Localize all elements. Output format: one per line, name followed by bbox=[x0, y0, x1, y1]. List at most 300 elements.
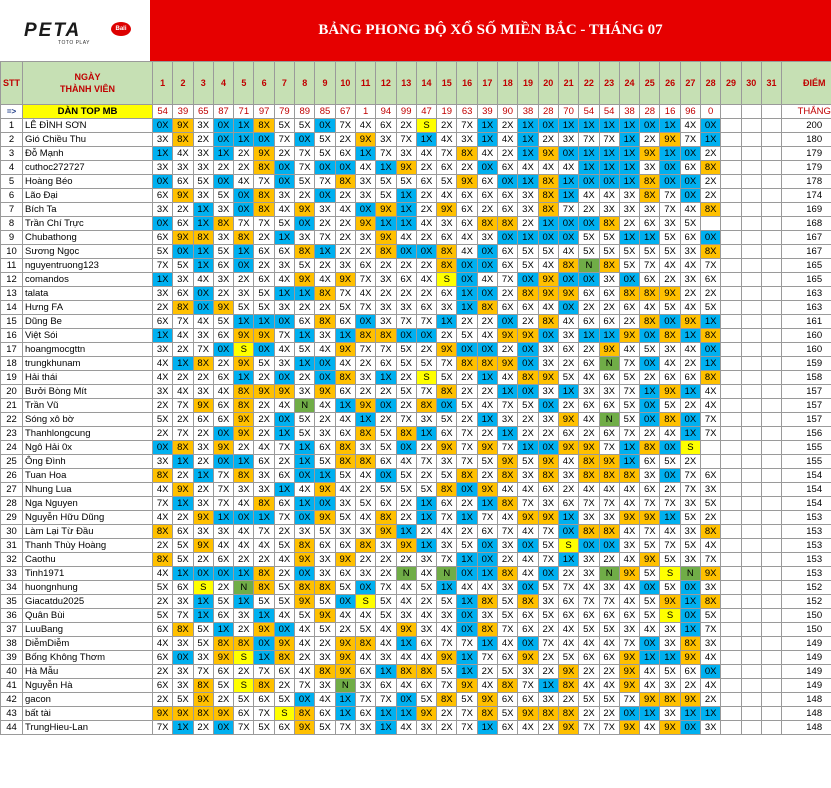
result-cell: 2X bbox=[274, 525, 294, 539]
result-cell: 9X bbox=[315, 385, 335, 399]
result-cell: 1X bbox=[234, 455, 254, 469]
result-cell: 4X bbox=[701, 385, 721, 399]
result-cell: 2X bbox=[701, 175, 721, 189]
result-cell: 1X bbox=[477, 637, 497, 651]
result-cell: 8X bbox=[518, 287, 538, 301]
result-cell: 3X bbox=[416, 623, 436, 637]
result-cell: 1X bbox=[173, 357, 193, 371]
result-cell: 8X bbox=[477, 595, 497, 609]
result-cell: 0X bbox=[701, 119, 721, 133]
result-cell: 4X bbox=[416, 273, 436, 287]
result-cell: 5X bbox=[376, 175, 396, 189]
result-cell: 3X bbox=[193, 147, 213, 161]
table-row bbox=[1, 385, 831, 399]
result-cell: 8X bbox=[680, 637, 700, 651]
result-cell: 7X bbox=[295, 679, 315, 693]
result-cell: 2X bbox=[558, 483, 578, 497]
result-cell: 7X bbox=[599, 721, 619, 735]
result-cell: 0X bbox=[701, 231, 721, 245]
member-name: comandos bbox=[23, 273, 153, 287]
result-cell: 3X bbox=[315, 651, 335, 665]
result-cell: 0X bbox=[558, 273, 578, 287]
result-cell: 2X bbox=[254, 371, 274, 385]
result-cell: 2X bbox=[396, 287, 416, 301]
result-cell: 3X bbox=[355, 721, 375, 735]
result-cell: 7X bbox=[416, 315, 436, 329]
row-stt: 11 bbox=[1, 259, 23, 273]
result-cell: 4X bbox=[660, 525, 680, 539]
table-row bbox=[1, 413, 831, 427]
result-cell: 8X bbox=[355, 427, 375, 441]
day-header: 9 bbox=[315, 62, 335, 105]
result-cell: 6X bbox=[437, 161, 457, 175]
result-cell bbox=[741, 455, 761, 469]
result-cell: 1X bbox=[518, 231, 538, 245]
result-cell: 5X bbox=[680, 511, 700, 525]
row-score: 156 bbox=[782, 427, 831, 441]
result-cell: 9X bbox=[315, 609, 335, 623]
result-cell: 4X bbox=[579, 581, 599, 595]
result-cell: 4X bbox=[498, 133, 518, 147]
result-cell: 0X bbox=[315, 371, 335, 385]
result-cell: 2X bbox=[173, 469, 193, 483]
result-cell: 0X bbox=[599, 539, 619, 553]
result-cell: 4X bbox=[416, 567, 436, 581]
result-cell: 4X bbox=[274, 609, 294, 623]
result-cell: 6X bbox=[335, 385, 355, 399]
result-cell: 4X bbox=[680, 203, 700, 217]
result-cell: 5X bbox=[396, 385, 416, 399]
result-cell: 6X bbox=[153, 231, 173, 245]
result-cell: 8X bbox=[599, 259, 619, 273]
result-cell: 2X bbox=[416, 287, 436, 301]
result-cell: 0X bbox=[477, 539, 497, 553]
result-cell: 3X bbox=[701, 637, 721, 651]
result-cell bbox=[761, 245, 781, 259]
result-cell: 0X bbox=[457, 343, 477, 357]
result-cell: 1X bbox=[193, 203, 213, 217]
result-cell: 3X bbox=[153, 343, 173, 357]
result-cell: 9X bbox=[274, 385, 294, 399]
result-cell: 1X bbox=[640, 651, 660, 665]
result-cell: 6X bbox=[457, 217, 477, 231]
result-cell: 1X bbox=[619, 441, 639, 455]
result-cell: 6X bbox=[274, 497, 294, 511]
result-cell: 4X bbox=[518, 525, 538, 539]
table-row bbox=[1, 595, 831, 609]
result-cell: 4X bbox=[558, 245, 578, 259]
result-cell: 1X bbox=[477, 133, 497, 147]
result-cell: 3X bbox=[274, 301, 294, 315]
result-cell: 2X bbox=[498, 119, 518, 133]
result-cell: 1X bbox=[680, 329, 700, 343]
result-cell: 6X bbox=[355, 707, 375, 721]
result-cell: 7X bbox=[173, 399, 193, 413]
result-cell: 0X bbox=[518, 357, 538, 371]
result-cell bbox=[741, 385, 761, 399]
result-cell: 8X bbox=[477, 357, 497, 371]
result-cell: 9X bbox=[599, 455, 619, 469]
result-cell bbox=[761, 231, 781, 245]
result-cell: 3X bbox=[538, 497, 558, 511]
result-cell: 3X bbox=[538, 595, 558, 609]
dan-value: 87 bbox=[213, 105, 233, 119]
result-cell: 8X bbox=[477, 301, 497, 315]
result-cell: 3X bbox=[355, 189, 375, 203]
result-cell: 9X bbox=[376, 525, 396, 539]
result-cell: 0X bbox=[599, 175, 619, 189]
result-cell: 3X bbox=[599, 511, 619, 525]
result-cell: 9X bbox=[193, 511, 213, 525]
result-cell: S bbox=[355, 595, 375, 609]
result-cell: 5X bbox=[396, 483, 416, 497]
member-name: cuthoc272727 bbox=[23, 161, 153, 175]
result-cell: 2X bbox=[538, 651, 558, 665]
result-cell: 1X bbox=[355, 413, 375, 427]
result-cell: 6X bbox=[599, 651, 619, 665]
result-cell: 2X bbox=[416, 189, 436, 203]
result-cell: N bbox=[579, 259, 599, 273]
result-cell: 0X bbox=[477, 553, 497, 567]
row-score: 149 bbox=[782, 665, 831, 679]
result-cell: 3X bbox=[680, 525, 700, 539]
table-row bbox=[1, 651, 831, 665]
result-cell: 5X bbox=[396, 357, 416, 371]
result-cell: 4X bbox=[274, 203, 294, 217]
row-score: 179 bbox=[782, 147, 831, 161]
result-cell: S bbox=[680, 441, 700, 455]
result-cell: 5X bbox=[274, 539, 294, 553]
day-header: 1 bbox=[153, 62, 173, 105]
result-cell: 8X bbox=[538, 707, 558, 721]
result-cell: 9X bbox=[680, 693, 700, 707]
result-cell: 3X bbox=[355, 175, 375, 189]
result-cell: 1X bbox=[295, 497, 315, 511]
dan-value: 28 bbox=[640, 105, 660, 119]
table-row bbox=[1, 637, 831, 651]
result-cell: 8X bbox=[538, 469, 558, 483]
result-cell bbox=[761, 511, 781, 525]
result-cell: 9X bbox=[579, 441, 599, 455]
row-stt: 33 bbox=[1, 567, 23, 581]
result-cell: N bbox=[437, 567, 457, 581]
result-cell: 6X bbox=[558, 595, 578, 609]
result-cell: 6X bbox=[193, 413, 213, 427]
result-cell: 9X bbox=[254, 623, 274, 637]
result-cell: 9X bbox=[254, 147, 274, 161]
result-cell: 6X bbox=[498, 301, 518, 315]
day-header: 12 bbox=[376, 62, 396, 105]
result-cell: 8X bbox=[173, 133, 193, 147]
result-cell: 3X bbox=[315, 679, 335, 693]
member-name: Hà Mẫu bbox=[23, 665, 153, 679]
result-cell: 9X bbox=[213, 651, 233, 665]
result-cell: 7X bbox=[254, 217, 274, 231]
result-cell: 6X bbox=[416, 637, 436, 651]
result-cell: 6X bbox=[579, 315, 599, 329]
result-cell: 0X bbox=[295, 693, 315, 707]
result-cell: 0X bbox=[457, 259, 477, 273]
result-cell: 9X bbox=[335, 273, 355, 287]
result-cell: 0X bbox=[193, 287, 213, 301]
result-cell bbox=[741, 301, 761, 315]
result-cell: 0X bbox=[680, 413, 700, 427]
result-cell: 1X bbox=[619, 175, 639, 189]
result-cell: 0X bbox=[640, 637, 660, 651]
result-cell: 4X bbox=[355, 469, 375, 483]
result-cell bbox=[721, 553, 741, 567]
day-header: 25 bbox=[640, 62, 660, 105]
result-cell: 3X bbox=[437, 301, 457, 315]
result-cell: 8X bbox=[396, 665, 416, 679]
result-cell: 0X bbox=[558, 217, 578, 231]
result-cell: 5X bbox=[295, 427, 315, 441]
dan-value: 19 bbox=[437, 105, 457, 119]
result-cell: 0X bbox=[295, 469, 315, 483]
result-cell: 4X bbox=[660, 357, 680, 371]
row-score: 169 bbox=[782, 203, 831, 217]
result-cell: 3X bbox=[295, 385, 315, 399]
result-cell: 2X bbox=[558, 693, 578, 707]
result-cell: 6X bbox=[213, 553, 233, 567]
result-cell: 9X bbox=[518, 511, 538, 525]
result-cell: 8X bbox=[335, 441, 355, 455]
result-cell: 2X bbox=[193, 553, 213, 567]
result-cell: 7X bbox=[234, 721, 254, 735]
result-cell: 1X bbox=[193, 245, 213, 259]
result-cell bbox=[741, 553, 761, 567]
result-cell: 7X bbox=[599, 133, 619, 147]
result-cell: 3X bbox=[518, 203, 538, 217]
result-cell: 1X bbox=[457, 287, 477, 301]
result-cell: 0X bbox=[315, 161, 335, 175]
result-cell: 3X bbox=[518, 469, 538, 483]
result-cell: 4X bbox=[680, 343, 700, 357]
result-cell: 6X bbox=[213, 609, 233, 623]
result-cell: 3X bbox=[558, 133, 578, 147]
result-cell: 4X bbox=[274, 553, 294, 567]
result-cell: 0X bbox=[640, 357, 660, 371]
result-cell: 7X bbox=[619, 637, 639, 651]
result-cell: 5X bbox=[538, 245, 558, 259]
logo-subtext: TOTO PLAY bbox=[58, 40, 91, 46]
result-cell: 9X bbox=[518, 707, 538, 721]
result-cell: 0X bbox=[416, 245, 436, 259]
row-score: 153 bbox=[782, 567, 831, 581]
result-cell: 7X bbox=[498, 525, 518, 539]
brand-logo bbox=[0, 0, 150, 61]
result-cell bbox=[761, 399, 781, 413]
result-cell: 4X bbox=[193, 315, 213, 329]
result-cell: 9X bbox=[660, 595, 680, 609]
table-row bbox=[1, 567, 831, 581]
day-header: 4 bbox=[213, 62, 233, 105]
result-cell: 8X bbox=[437, 385, 457, 399]
result-cell: 4X bbox=[498, 371, 518, 385]
result-cell: 2X bbox=[295, 651, 315, 665]
result-cell: 1X bbox=[680, 707, 700, 721]
result-cell: 4X bbox=[599, 637, 619, 651]
result-cell: 1X bbox=[335, 399, 355, 413]
result-cell bbox=[761, 301, 781, 315]
table-row bbox=[1, 679, 831, 693]
result-cell: 2X bbox=[518, 427, 538, 441]
result-cell: 1X bbox=[416, 511, 436, 525]
result-cell: 8X bbox=[153, 469, 173, 483]
result-cell: 7X bbox=[213, 483, 233, 497]
result-cell: 0X bbox=[579, 217, 599, 231]
result-cell: 5X bbox=[518, 455, 538, 469]
result-cell: 4X bbox=[619, 343, 639, 357]
result-cell: 5X bbox=[558, 371, 578, 385]
result-cell: 7X bbox=[619, 385, 639, 399]
result-cell bbox=[761, 217, 781, 231]
score-header: ĐIỂM bbox=[782, 62, 831, 105]
result-cell: 5X bbox=[498, 707, 518, 721]
result-cell: 5X bbox=[437, 665, 457, 679]
result-cell: 8X bbox=[254, 161, 274, 175]
dan-value: 65 bbox=[193, 105, 213, 119]
result-cell: 8X bbox=[376, 245, 396, 259]
row-score: 157 bbox=[782, 413, 831, 427]
result-cell: 9X bbox=[660, 287, 680, 301]
result-cell: 0X bbox=[680, 175, 700, 189]
result-cell: 1X bbox=[498, 385, 518, 399]
row-stt: 6 bbox=[1, 189, 23, 203]
result-cell bbox=[741, 567, 761, 581]
row-stt: 20 bbox=[1, 385, 23, 399]
result-cell bbox=[741, 357, 761, 371]
result-cell: 4X bbox=[579, 483, 599, 497]
result-cell: 0X bbox=[640, 399, 660, 413]
result-cell: 6X bbox=[579, 399, 599, 413]
result-cell: 5X bbox=[173, 539, 193, 553]
result-cell: 5X bbox=[376, 189, 396, 203]
result-cell: 4X bbox=[335, 203, 355, 217]
result-cell: 3X bbox=[173, 665, 193, 679]
result-cell: 1X bbox=[153, 329, 173, 343]
result-cell: 5X bbox=[498, 609, 518, 623]
result-cell: 2X bbox=[498, 343, 518, 357]
result-cell: 1X bbox=[315, 469, 335, 483]
day-header: 3 bbox=[193, 62, 213, 105]
result-cell: 6X bbox=[173, 525, 193, 539]
result-cell: S bbox=[416, 371, 436, 385]
result-cell: 9X bbox=[234, 357, 254, 371]
result-cell bbox=[721, 693, 741, 707]
row-stt: 21 bbox=[1, 399, 23, 413]
result-cell: 3X bbox=[579, 385, 599, 399]
result-cell: 1X bbox=[193, 609, 213, 623]
result-cell: 9X bbox=[396, 623, 416, 637]
result-cell: 7X bbox=[254, 175, 274, 189]
result-cell: 4X bbox=[518, 721, 538, 735]
result-cell: 1X bbox=[701, 707, 721, 721]
result-cell: 8X bbox=[396, 427, 416, 441]
result-cell: 9X bbox=[274, 637, 294, 651]
result-cell: 0X bbox=[558, 525, 578, 539]
result-cell: 6X bbox=[153, 315, 173, 329]
result-cell: 0X bbox=[457, 609, 477, 623]
result-cell: 7X bbox=[416, 455, 436, 469]
result-cell: 6X bbox=[416, 679, 436, 693]
result-cell: 4X bbox=[213, 385, 233, 399]
result-cell: 4X bbox=[498, 637, 518, 651]
result-cell: 5X bbox=[376, 483, 396, 497]
result-cell: 3X bbox=[355, 371, 375, 385]
result-cell: 0X bbox=[680, 147, 700, 161]
result-cell: 1X bbox=[234, 245, 254, 259]
result-cell: 6X bbox=[335, 147, 355, 161]
result-cell: 2X bbox=[558, 567, 578, 581]
result-cell: 0X bbox=[538, 329, 558, 343]
result-cell: 8X bbox=[558, 679, 578, 693]
result-cell: 9X bbox=[558, 665, 578, 679]
member-name: TrungHieu-Lan bbox=[23, 721, 153, 735]
result-cell: 7X bbox=[153, 259, 173, 273]
result-cell: 8X bbox=[234, 385, 254, 399]
result-cell bbox=[761, 609, 781, 623]
result-cell: 7X bbox=[579, 595, 599, 609]
result-cell: 0X bbox=[234, 203, 254, 217]
result-cell: 9X bbox=[640, 147, 660, 161]
result-cell: 4X bbox=[254, 441, 274, 455]
result-cell: 9X bbox=[193, 399, 213, 413]
result-cell: 2X bbox=[254, 553, 274, 567]
result-cell bbox=[761, 315, 781, 329]
result-cell: 3X bbox=[315, 427, 335, 441]
result-cell: S bbox=[660, 567, 680, 581]
result-cell: 5X bbox=[295, 343, 315, 357]
result-cell: 5X bbox=[680, 217, 700, 231]
result-cell: 7X bbox=[660, 539, 680, 553]
result-cell bbox=[761, 343, 781, 357]
result-cell: 0X bbox=[579, 175, 599, 189]
result-cell: 5X bbox=[213, 245, 233, 259]
row-stt: 40 bbox=[1, 665, 23, 679]
dan-value: 99 bbox=[396, 105, 416, 119]
result-cell: 0X bbox=[660, 315, 680, 329]
table-row bbox=[1, 301, 831, 315]
result-cell: 2X bbox=[680, 357, 700, 371]
result-cell: 6X bbox=[518, 693, 538, 707]
result-cell: 5X bbox=[173, 693, 193, 707]
dan-value: 71 bbox=[234, 105, 254, 119]
result-cell: 2X bbox=[234, 665, 254, 679]
member-name: Ông Đình bbox=[23, 455, 153, 469]
result-cell: 2X bbox=[701, 511, 721, 525]
result-cell: 0X bbox=[376, 469, 396, 483]
result-cell: 6X bbox=[437, 287, 457, 301]
result-cell bbox=[721, 441, 741, 455]
result-cell bbox=[741, 511, 761, 525]
result-cell: 2X bbox=[396, 511, 416, 525]
result-cell: 6X bbox=[498, 259, 518, 273]
result-cell: 8X bbox=[295, 581, 315, 595]
result-cell: N bbox=[396, 567, 416, 581]
result-cell: 9X bbox=[538, 371, 558, 385]
result-cell: 3X bbox=[193, 441, 213, 455]
result-cell: 7X bbox=[701, 413, 721, 427]
result-cell bbox=[741, 189, 761, 203]
result-cell: 4X bbox=[376, 623, 396, 637]
result-cell bbox=[721, 217, 741, 231]
day-header: 7 bbox=[274, 62, 294, 105]
result-cell: 2X bbox=[579, 665, 599, 679]
result-cell: 0X bbox=[213, 427, 233, 441]
result-cell: 7X bbox=[701, 623, 721, 637]
member-name: nguyentruong123 bbox=[23, 259, 153, 273]
